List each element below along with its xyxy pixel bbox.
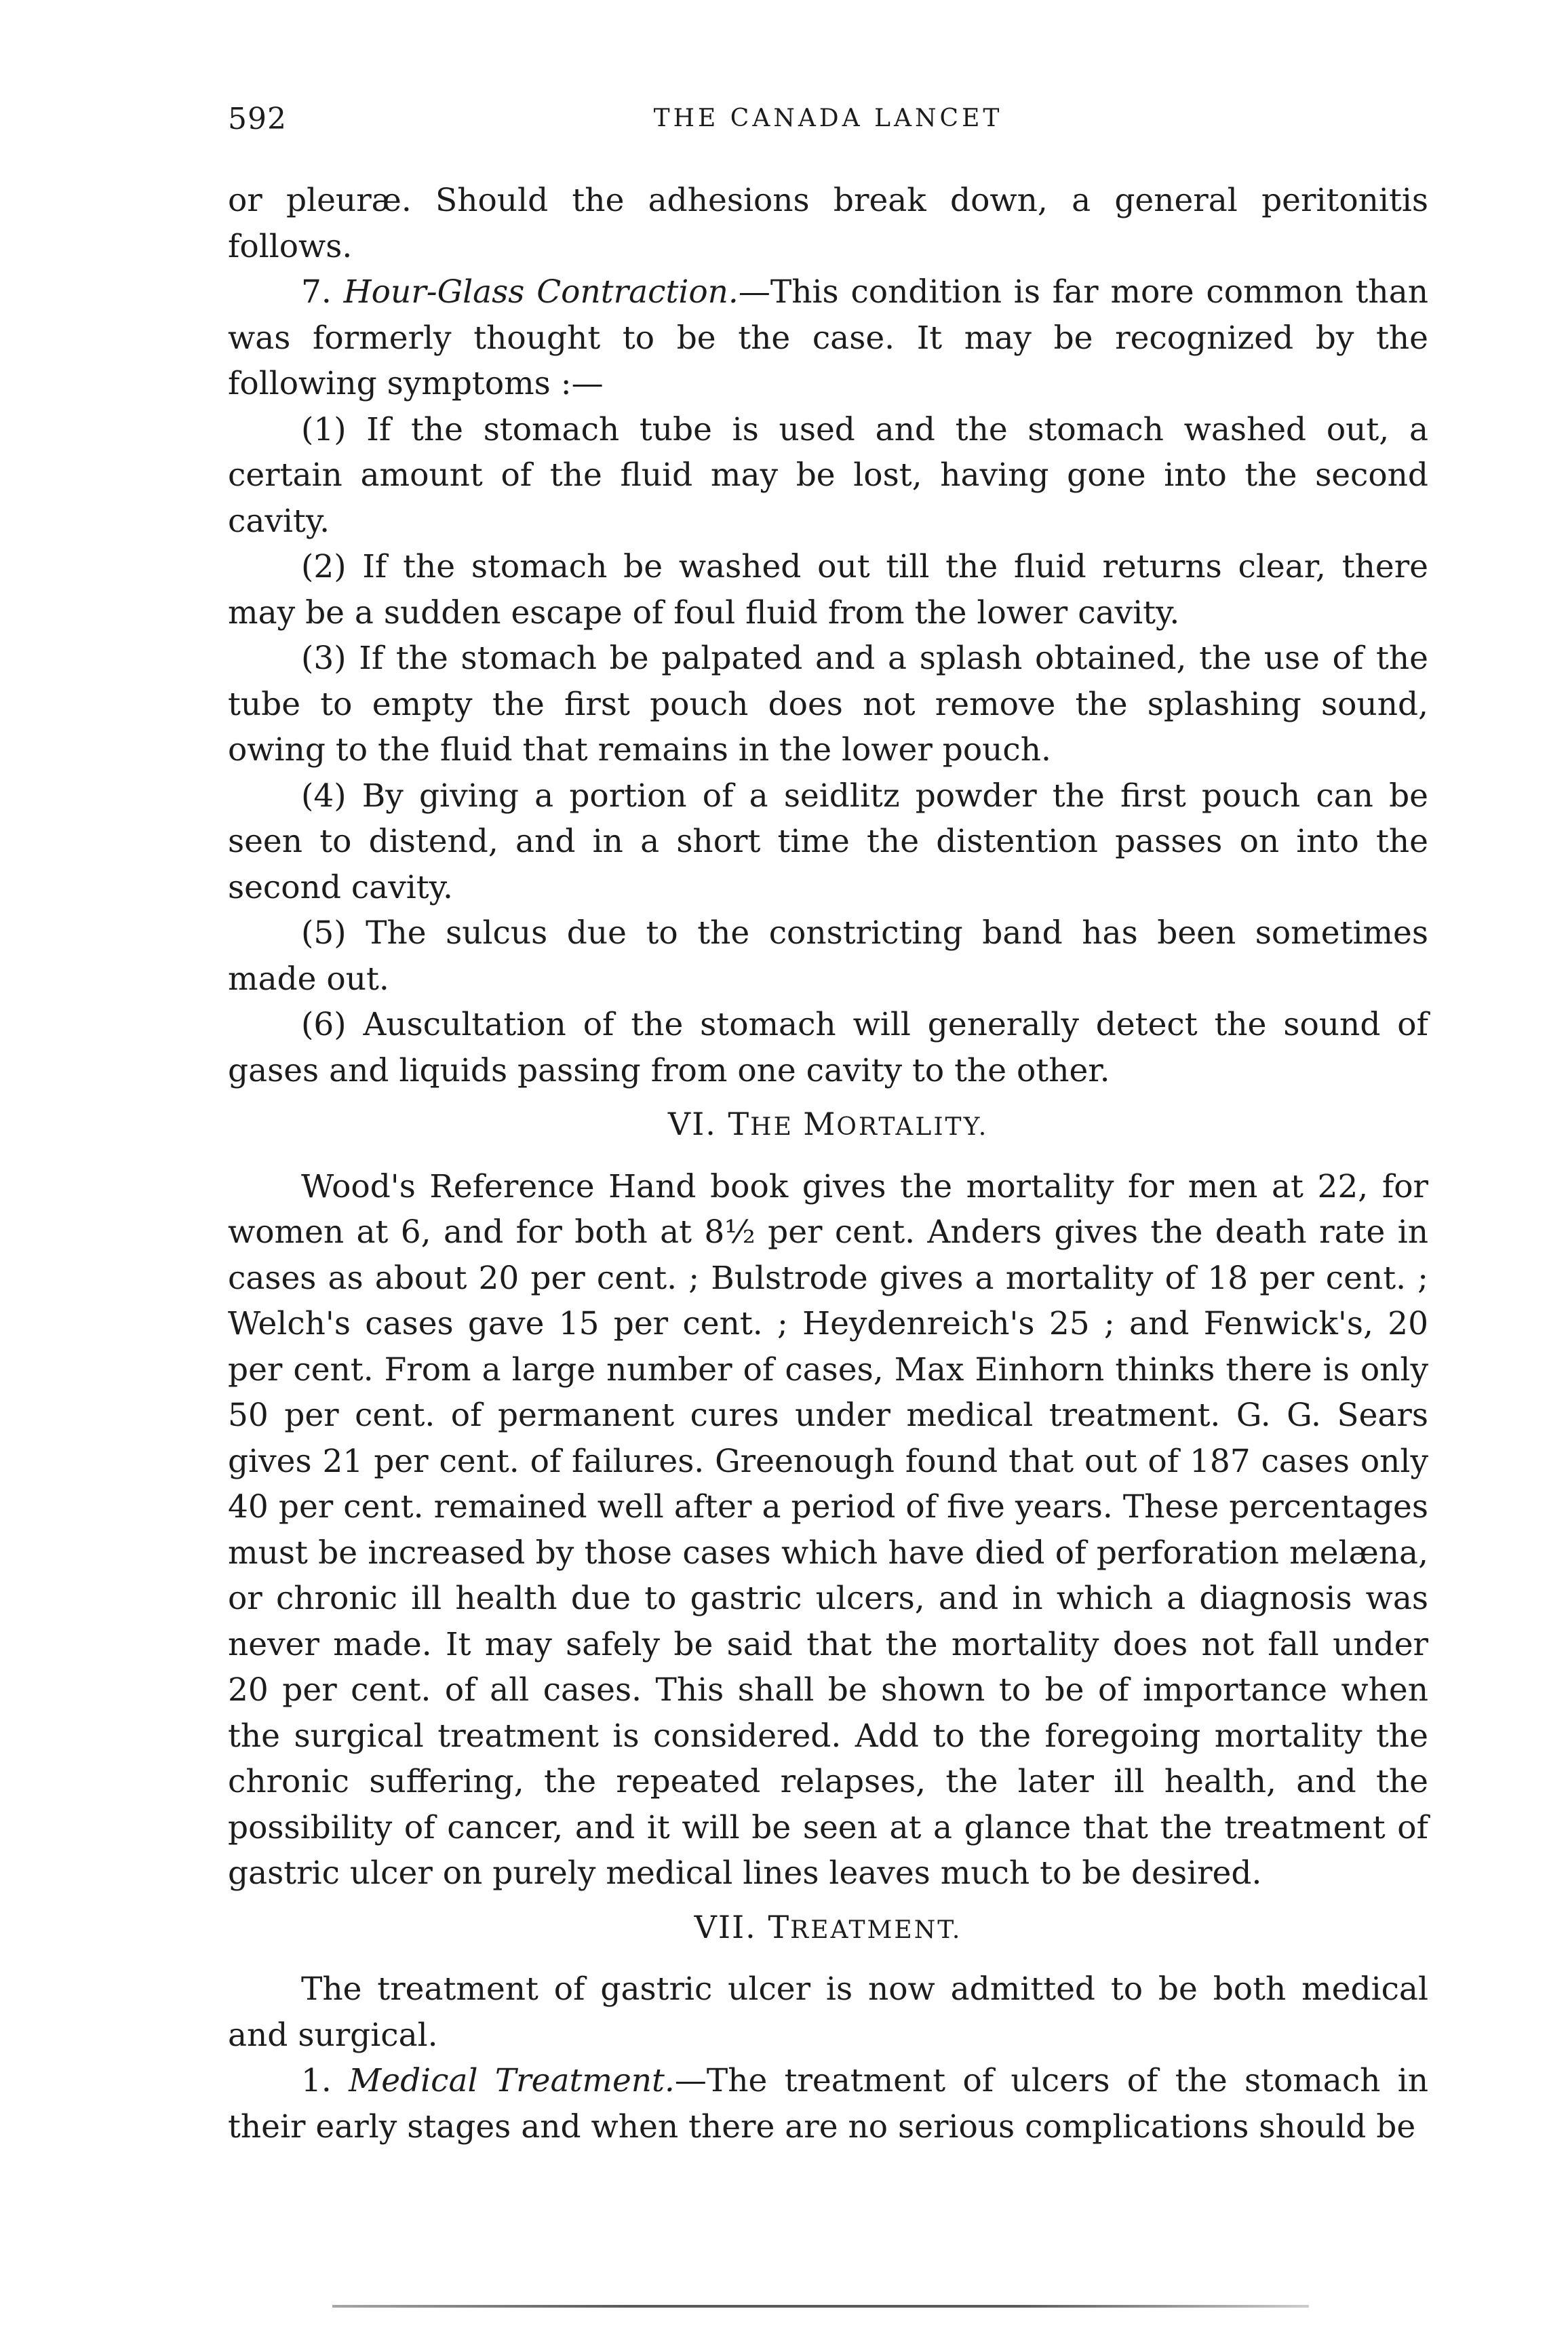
paragraph-treatment-intro: The treatment of gastric ulcer is now admitted to be both medical and surgical.: [228, 1970, 1428, 2054]
page-number: 592: [228, 102, 287, 136]
body-text: [228, 178, 1428, 2150]
bottom-rule: [332, 2305, 1309, 2308]
hour-glass-title: Hour-Glass Contraction.: [343, 273, 739, 311]
paragraph-medical-treatment: [228, 2058, 1428, 2150]
medical-treatment-text: —The treatment of ulcers of the stomach in their early stages and when there are no serious complications should be: [228, 2062, 1429, 2145]
section-heading-mortality: VI. THE MORTALITY.: [667, 1106, 989, 1142]
symptom-item: (2) If the stomach be washed out till the fluid returns clear, there may be a sudden escape of foul fluid from the lower cavity.: [228, 548, 1428, 632]
paragraph-hour-glass: [228, 269, 1428, 407]
page-header: [228, 102, 1428, 149]
symptom-item: (1) If the stomach tube is used and the stomach washed out, a certain amount of the fluid may be lost, having gone into the second cavity.: [228, 410, 1428, 540]
section-heading-treatment: VII. TREATMENT.: [694, 1908, 962, 1945]
item-number: 1.: [301, 2062, 332, 2099]
medical-treatment-title: Medical Treatment.: [349, 2062, 675, 2099]
symptom-item: (3) If the stomach be palpated and a splash obtained, the use of the tube to empty the first pouch does not remove the splashing sound, owing to the fluid that remains in the lower pouch.: [228, 640, 1428, 769]
paragraph-mortality: Wood's Reference Hand book gives the mortality for men at 22, for women at 6, and for both at 8½ per cent. Anders gives the death rate in cases as about 20 per cent. ; Bulstrode gives a mortality of 18 per cent. ; Welch's cases gave 15 per cent. ; Heydenreich's 25 ; and Fenwick's, 20 per cent. From a large number of cases, Max Einhorn thinks there is only 50 per cent. of permanent cures under medical treatment. G. G. Sears gives 21 per cent. of failures. Greenough found that out of 187 cases only 40 per cent. remained well after a period of five years. These percentages must be increased by those cases which have died of perforation melæna, or chronic ill health due to gastric ulcers, and in which a diagnosis was never made. It may safely be said that the mortality does not fall under 20 per cent. of all cases. This shall be shown to be of importance when the surgical treatment is considered. Add to the foregoing mortality the chronic suffering, the repeated relapses, the later ill health, and the possibility of cancer, and it will be seen at a glance that the treatment of gastric ulcer on purely medical lines leaves much to be desired.: [228, 1167, 1428, 1892]
symptom-item: (5) The sulcus due to the constricting band has been sometimes made out.: [228, 914, 1428, 998]
running-head: THE CANADA LANCET: [653, 104, 1003, 132]
paragraph-pleurae: or pleuræ. Should the adhesions break down, a general peritonitis follows.: [228, 182, 1428, 265]
symptom-item: (6) Auscultation of the stomach will generally detect the sound of gases and liquids passing from one cavity to the other.: [228, 1006, 1428, 1089]
item-number: 7.: [301, 273, 332, 311]
symptom-item: (4) By giving a portion of a seidlitz powder the first pouch can be seen to distend, and in a short time the distention passes on into the second cavity.: [228, 777, 1428, 906]
hour-glass-text: —This condition is far more common than was formerly thought to be the case. It may be recognized by the following symptoms :—: [228, 273, 1428, 402]
